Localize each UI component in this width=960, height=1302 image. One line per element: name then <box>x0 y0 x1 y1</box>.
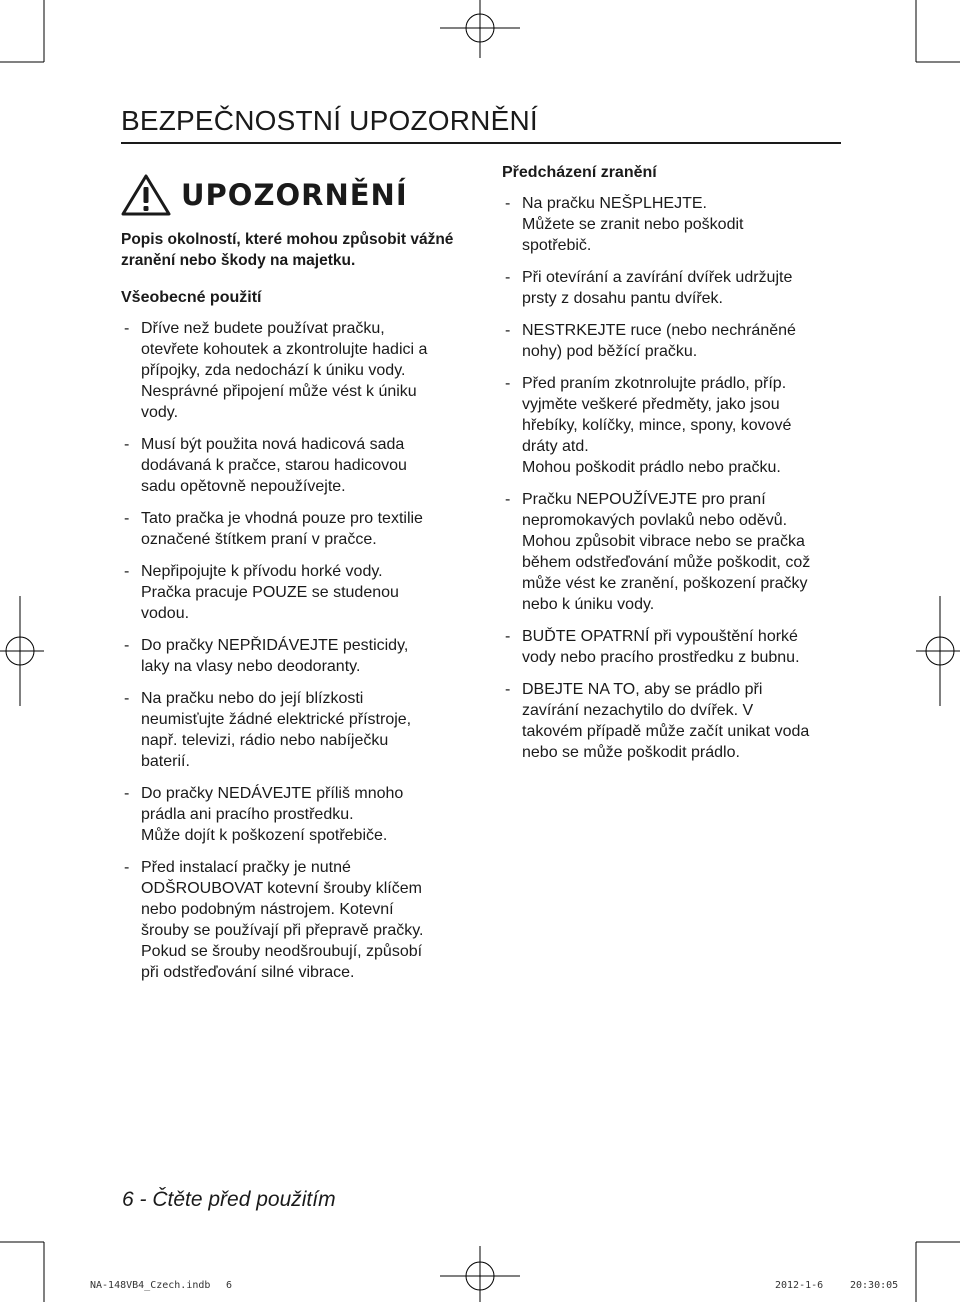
list-item-text: Před instalací pračky je nutné ODŠROUBOVAT kotevní šrouby klíčem nebo podobným nástrojem. Kotevní šrouby se používají při přepravě pračky. Pokud se šrouby neodšroubují, způsobí při odstřeďování silné vibrace. <box>141 859 424 981</box>
bullet-dash: - <box>505 195 511 212</box>
title-rule <box>121 142 841 144</box>
list-item-text: NESTRKEJTE ruce (nebo nechráněné nohy) pod běžící pračku. <box>522 322 796 360</box>
bullet-dash: - <box>505 491 511 508</box>
warning-heading <box>121 174 408 216</box>
list-item <box>121 318 461 423</box>
slug-date: 2012-1-6 <box>775 1280 824 1291</box>
list-item-text: Do pračky NEPŘIDÁVEJTE pesticidy, laky na vlasy nebo deodoranty. <box>141 637 409 675</box>
list-item <box>502 489 842 615</box>
bullet-dash: - <box>505 322 511 339</box>
list-item <box>121 783 461 846</box>
section-heading-injury: Předcházení zranění <box>502 164 657 181</box>
list-item-text: Nepřipojujte k přívodu horké vody. Pračka pracuje POUZE se studenou vodou. <box>141 563 399 622</box>
injury-section <box>502 162 842 774</box>
list-item <box>502 626 842 668</box>
warning-triangle-icon <box>121 174 171 216</box>
list-item <box>502 679 842 763</box>
bullet-dash: - <box>505 375 511 392</box>
list-item <box>121 635 461 677</box>
list-item <box>121 561 461 624</box>
list-item-text: Při otevírání a zavírání dvířek udržujte prsty z dosahu pantu dvířek. <box>522 269 793 307</box>
page-title: BEZPEČNOSTNÍ UPOZORNĚNÍ <box>121 105 538 136</box>
list-item <box>121 508 461 550</box>
bullet-dash: - <box>124 690 130 707</box>
list-item-text: Na pračku NEŠPLHEJTE. Můžete se zranit nebo poškodit spotřebič. <box>522 195 744 254</box>
list-item-text: Před praním zkotnrolujte prádlo, příp. vyjměte veškeré předměty, jako jsou hřebíky, kolíčky, mince, spony, kovové dráty atd. Mohou poškodit prádlo nebo pračku. <box>522 375 792 476</box>
page-footer: 6 - Čtěte před použitím <box>122 1188 336 1211</box>
list-item <box>502 320 842 362</box>
warning-intro: Popis okolností, které mohou způsobit vážné zranění nebo škody na majetku. <box>121 231 454 269</box>
list-item-text: DBEJTE NA TO, aby se prádlo při zavírání nezachytilo do dvířek. V takovém případě může začít unikat voda nebo se může poškodit prádlo. <box>522 681 810 761</box>
list-item-text: Musí být použita nová hadicová sada dodávaná k pračce, starou hadicovou sadu opětovně nepoužívejte. <box>141 436 407 495</box>
list-item-text: Pračku NEPOUŽÍVEJTE pro praní nepromokavých povlaků nebo oděvů. Mohou způsobit vibrace nebo se pračka během odstřeďování může poškodit, což může vést ke zranění, poškození pračky nebo k úniku vody. <box>522 491 811 613</box>
list-item <box>502 267 842 309</box>
list-item <box>502 373 842 478</box>
general-list <box>121 318 461 983</box>
list-item <box>121 857 461 983</box>
bullet-dash: - <box>505 269 511 286</box>
slug-page: 6 <box>226 1280 233 1291</box>
bullet-dash: - <box>505 681 511 698</box>
injury-list <box>502 193 842 763</box>
list-item <box>121 434 461 497</box>
bullet-dash: - <box>124 436 130 453</box>
bullet-dash: - <box>124 637 130 654</box>
section-heading-general: Všeobecné použití <box>121 289 262 306</box>
list-item-text: Tato pračka je vhodná pouze pro textilie označené štítkem praní v pračce. <box>141 510 423 548</box>
list-item-text: BUĎTE OPATRNÍ při vypouštění horké vody nebo pracího prostředku z bubnu. <box>522 628 800 666</box>
list-item-text: Na pračku nebo do její blízkosti neumisťujte žádné elektrické přístroje, např. televizi, rádio nebo nabíječku baterií. <box>141 690 412 770</box>
list-item <box>121 688 461 772</box>
warning-label: UPOZORNĚNÍ <box>181 178 408 212</box>
bullet-dash: - <box>124 320 130 337</box>
slug-time: 20:30:05 <box>850 1280 899 1291</box>
bullet-dash: - <box>124 859 130 876</box>
general-section <box>121 287 461 994</box>
bullet-dash: - <box>505 628 511 645</box>
list-item-text: Dříve než budete používat pračku, otevřete kohoutek a zkontrolujte hadici a přípojky, zda nedochází k úniku vody. Nesprávné připojení může vést k úniku vody. <box>141 320 428 421</box>
list-item-text: Do pračky NEDÁVEJTE příliš mnoho prádla ani pracího prostředku. Může dojít k poškození spotřebiče. <box>141 785 404 844</box>
list-item <box>502 193 842 256</box>
bullet-dash: - <box>124 563 130 580</box>
bullet-dash: - <box>124 510 130 527</box>
bullet-dash: - <box>124 785 130 802</box>
slug-file: NA-148VB4_Czech.indb <box>90 1280 211 1291</box>
